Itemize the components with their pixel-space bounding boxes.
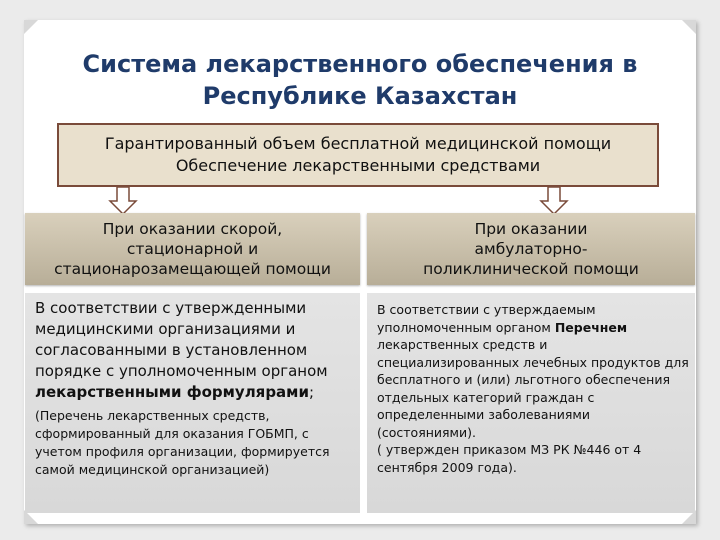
formulary-emphasis: лекарственными формулярами [35,383,309,401]
left-note: (Перечень лекарственных средств, сформированный для оказания ГОБМП, с учетом профиля организации, формируется самой медицинской организацией) [35,408,330,477]
corner-decoration [682,20,696,34]
right-column-body [367,293,695,513]
left-header-line-2: стационарной и [126,240,259,258]
right-order-text: ( утвержден приказом МЗ РК №446 от 4 сентября 2009 года). [377,442,642,475]
title-line-2: Республике Казахстан [202,82,518,110]
list-emphasis: Перечнем [554,319,628,335]
right-column-header [367,213,695,285]
arrow-down-right-icon [539,187,569,215]
top-box-line-2: Обеспечение лекарственными средствами [175,156,541,175]
arrow-down-left-icon [108,187,138,215]
left-column-body [25,293,360,513]
left-column-header [25,213,360,285]
left-main-text: В соответствии с утвержденными медицинскими организациями и согласованными в установленном порядке с уполномоченным органом лекарственными формулярами; [35,299,328,401]
left-header-line-3: стационарозамещающей помощи [54,260,331,278]
top-box-line-1: Гарантированный объем бесплатной медицинской помощи [104,134,612,153]
right-header-line-1: При оказании [474,220,588,238]
guaranteed-care-box [57,123,659,187]
corner-decoration [24,20,38,34]
title-line-1: Система лекарственного обеспечения в [82,50,638,78]
left-header-line-1: При оказании скорой, [102,220,283,238]
right-header-line-3: поликлинической помощи [423,260,639,278]
right-main-text: В соответствии с утверждаемым уполномоченным органом Перечнем лекарственных средств и специализированных лечебных продуктов для бесплатного и (или) льготного обеспечения отдельных категорий граждан с определенными заболеваниями (состояниями). [377,302,689,440]
right-header-line-2: амбулаторно- [474,240,588,258]
slide-title [0,48,720,112]
